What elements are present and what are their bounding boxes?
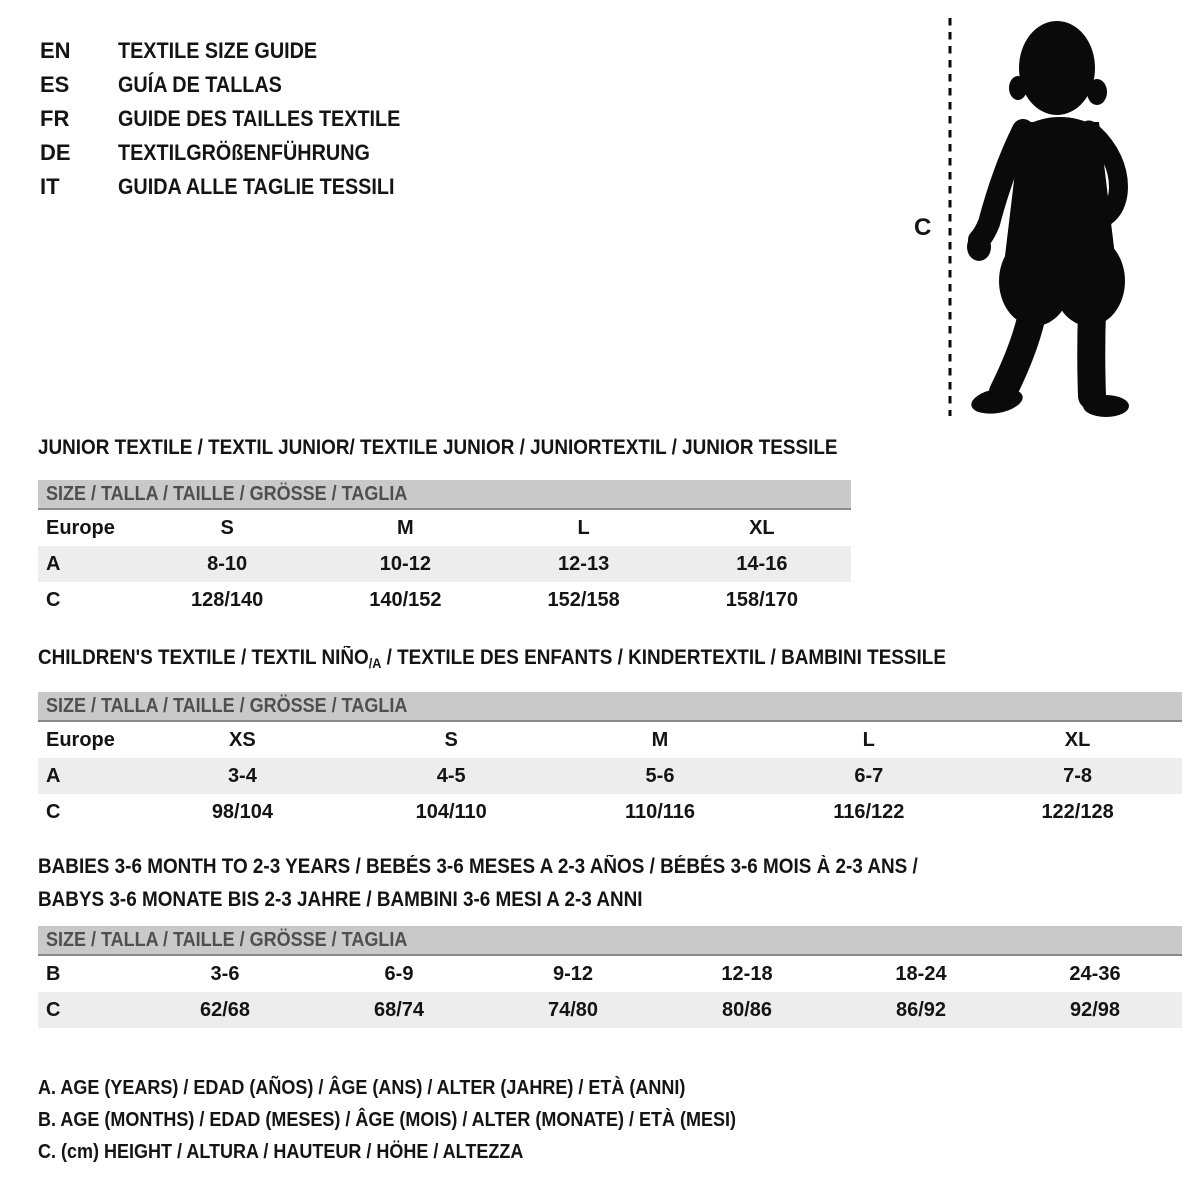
table-cell: 122/128 bbox=[1041, 800, 1114, 823]
language-label: GUIDA ALLE TAGLIE TESSILI bbox=[118, 174, 395, 199]
language-label: GUIDE DES TAILLES TEXTILE bbox=[118, 106, 401, 131]
language-code: IT bbox=[40, 174, 60, 199]
table-cell: 62/68 bbox=[199, 998, 251, 1021]
size-header-bar bbox=[38, 926, 1182, 956]
junior-section-title-text: JUNIOR TEXTILE / TEXTIL JUNIOR/ TEXTILE JUNIOR / JUNIORTEXTIL / JUNIOR TESSILE bbox=[38, 436, 838, 459]
table-cell: 6-7 bbox=[854, 764, 884, 787]
table-cell: 110/116 bbox=[624, 800, 696, 823]
babies-title-line1: BABIES 3-6 MONTH TO 2-3 YEARS / BEBÉS 3-6 MESES A 2-3 AÑOS / BÉBÉS 3-6 MOIS À 2-3 ANS / bbox=[38, 855, 918, 878]
table-cell: 68/74 bbox=[373, 998, 425, 1021]
row-label: C bbox=[46, 800, 61, 823]
table-cell: 116/122 bbox=[833, 800, 905, 823]
table-cell: 4-5 bbox=[436, 764, 466, 787]
legend-line-a-text: A. AGE (YEARS) / EDAD (AÑOS) / ÂGE (ANS) / ALTER (JAHRE) / ETÀ (ANNI) bbox=[38, 1077, 686, 1099]
row-label: Europe bbox=[46, 728, 115, 751]
table-row bbox=[38, 582, 851, 618]
row-label: Europe bbox=[46, 516, 115, 539]
language-row bbox=[40, 102, 432, 136]
babies-title-line2: BABYS 3-6 MONATE BIS 2-3 JAHRE / BAMBINI 3-6 MESI A 2-3 ANNI bbox=[38, 888, 643, 911]
table-cell: 86/92 bbox=[895, 998, 947, 1021]
babies-section-title bbox=[38, 850, 1016, 916]
legend-line-c bbox=[38, 1136, 814, 1168]
language-code: DE bbox=[40, 140, 71, 165]
table-cell: XS bbox=[229, 728, 256, 751]
table-cell: XL bbox=[749, 516, 775, 539]
table-cell: 152/158 bbox=[547, 588, 620, 611]
table-cell: 104/110 bbox=[415, 800, 487, 823]
table-cell: S bbox=[444, 728, 458, 751]
language-code: EN bbox=[40, 38, 71, 63]
language-label: TEXTILE SIZE GUIDE bbox=[118, 38, 318, 63]
table-cell: 14-16 bbox=[736, 552, 788, 575]
table-cell: 92/98 bbox=[1069, 998, 1121, 1021]
table-cell: L bbox=[577, 516, 590, 539]
row-label: C bbox=[46, 588, 61, 611]
children-section-title-text bbox=[38, 646, 946, 675]
table-cell: M bbox=[397, 516, 414, 539]
table-cell: 10-12 bbox=[379, 552, 431, 575]
table-row bbox=[38, 510, 851, 546]
table-rows bbox=[38, 956, 1182, 1028]
row-label: A bbox=[46, 552, 61, 575]
table-cell: XL bbox=[1064, 728, 1091, 751]
title-subscript: /A bbox=[368, 655, 382, 671]
table-rows bbox=[38, 722, 1182, 830]
table-row bbox=[38, 546, 851, 582]
table-cell: 6-9 bbox=[384, 962, 414, 985]
row-label: B bbox=[46, 962, 61, 985]
table-cell: S bbox=[220, 516, 234, 539]
row-label: A bbox=[46, 764, 61, 787]
language-row bbox=[40, 136, 432, 170]
table-cell: 98/104 bbox=[211, 800, 273, 823]
figure-label-c: C bbox=[914, 214, 932, 241]
table-cell: 74/80 bbox=[547, 998, 599, 1021]
table-cell: 3-6 bbox=[210, 962, 240, 985]
children-section-title bbox=[38, 646, 1047, 675]
table-cell: 7-8 bbox=[1063, 764, 1093, 787]
table-cell: 80/86 bbox=[721, 998, 773, 1021]
size-header-text: SIZE / TALLA / TAILLE / GRÖSSE / TAGLIA bbox=[46, 695, 408, 717]
table-row bbox=[38, 956, 1182, 992]
table-cell: 158/170 bbox=[725, 588, 799, 611]
table-cell: L bbox=[862, 728, 875, 751]
legend-line-b bbox=[38, 1104, 814, 1136]
language-code: FR bbox=[40, 106, 70, 131]
language-row bbox=[40, 68, 432, 102]
table-cell: 8-10 bbox=[207, 552, 248, 575]
legend-line-c-text: C. (cm) HEIGHT / ALTURA / HAUTEUR / HÖHE / ALTEZZA bbox=[38, 1141, 524, 1163]
child-silhouette-icon bbox=[905, 14, 1160, 424]
table-cell: 12-18 bbox=[721, 962, 773, 985]
table-cell: 12-13 bbox=[558, 552, 610, 575]
title-post: / TEXTILE DES ENFANTS / KINDERTEXTIL / BAMBINI TESSILE bbox=[381, 646, 946, 669]
size-table-children bbox=[38, 692, 1182, 830]
table-row bbox=[38, 794, 1182, 830]
language-code: ES bbox=[40, 72, 70, 97]
size-header-text: SIZE / TALLA / TAILLE / GRÖSSE / TAGLIA bbox=[46, 929, 408, 951]
language-row bbox=[40, 170, 432, 204]
size-table-babies bbox=[38, 926, 1182, 1028]
table-row bbox=[38, 758, 1182, 794]
language-row bbox=[40, 34, 432, 68]
table-cell: M bbox=[651, 728, 669, 751]
size-header-text: SIZE / TALLA / TAILLE / GRÖSSE / TAGLIA bbox=[46, 483, 408, 505]
table-row bbox=[38, 722, 1182, 758]
size-header-bar bbox=[38, 480, 851, 510]
junior-section-title bbox=[38, 436, 926, 460]
table-rows bbox=[38, 510, 851, 618]
title-pre: CHILDREN'S TEXTILE / TEXTIL NIÑO bbox=[38, 646, 369, 669]
table-cell: 24-36 bbox=[1069, 962, 1121, 985]
table-cell: 9-12 bbox=[552, 962, 594, 985]
row-label: C bbox=[46, 998, 61, 1021]
table-row bbox=[38, 992, 1182, 1028]
table-cell: 3-4 bbox=[227, 764, 257, 787]
table-cell: 5-6 bbox=[645, 764, 675, 787]
table-cell: 18-24 bbox=[895, 962, 947, 985]
language-label: GUÍA DE TALLAS bbox=[118, 72, 282, 97]
size-table-junior bbox=[38, 480, 851, 618]
table-cell: 140/152 bbox=[369, 588, 442, 611]
legend-line-b-text: B. AGE (MONTHS) / EDAD (MESES) / ÂGE (MOIS) / ALTER (MONATE) / ETÀ (MESI) bbox=[38, 1109, 736, 1131]
size-header-bar bbox=[38, 692, 1182, 722]
table-cell: 128/140 bbox=[190, 588, 264, 611]
legend bbox=[38, 1072, 814, 1168]
legend-line-a bbox=[38, 1072, 814, 1104]
language-header bbox=[40, 34, 432, 204]
language-label: TEXTILGRÖßENFÜHRUNG bbox=[118, 140, 370, 165]
